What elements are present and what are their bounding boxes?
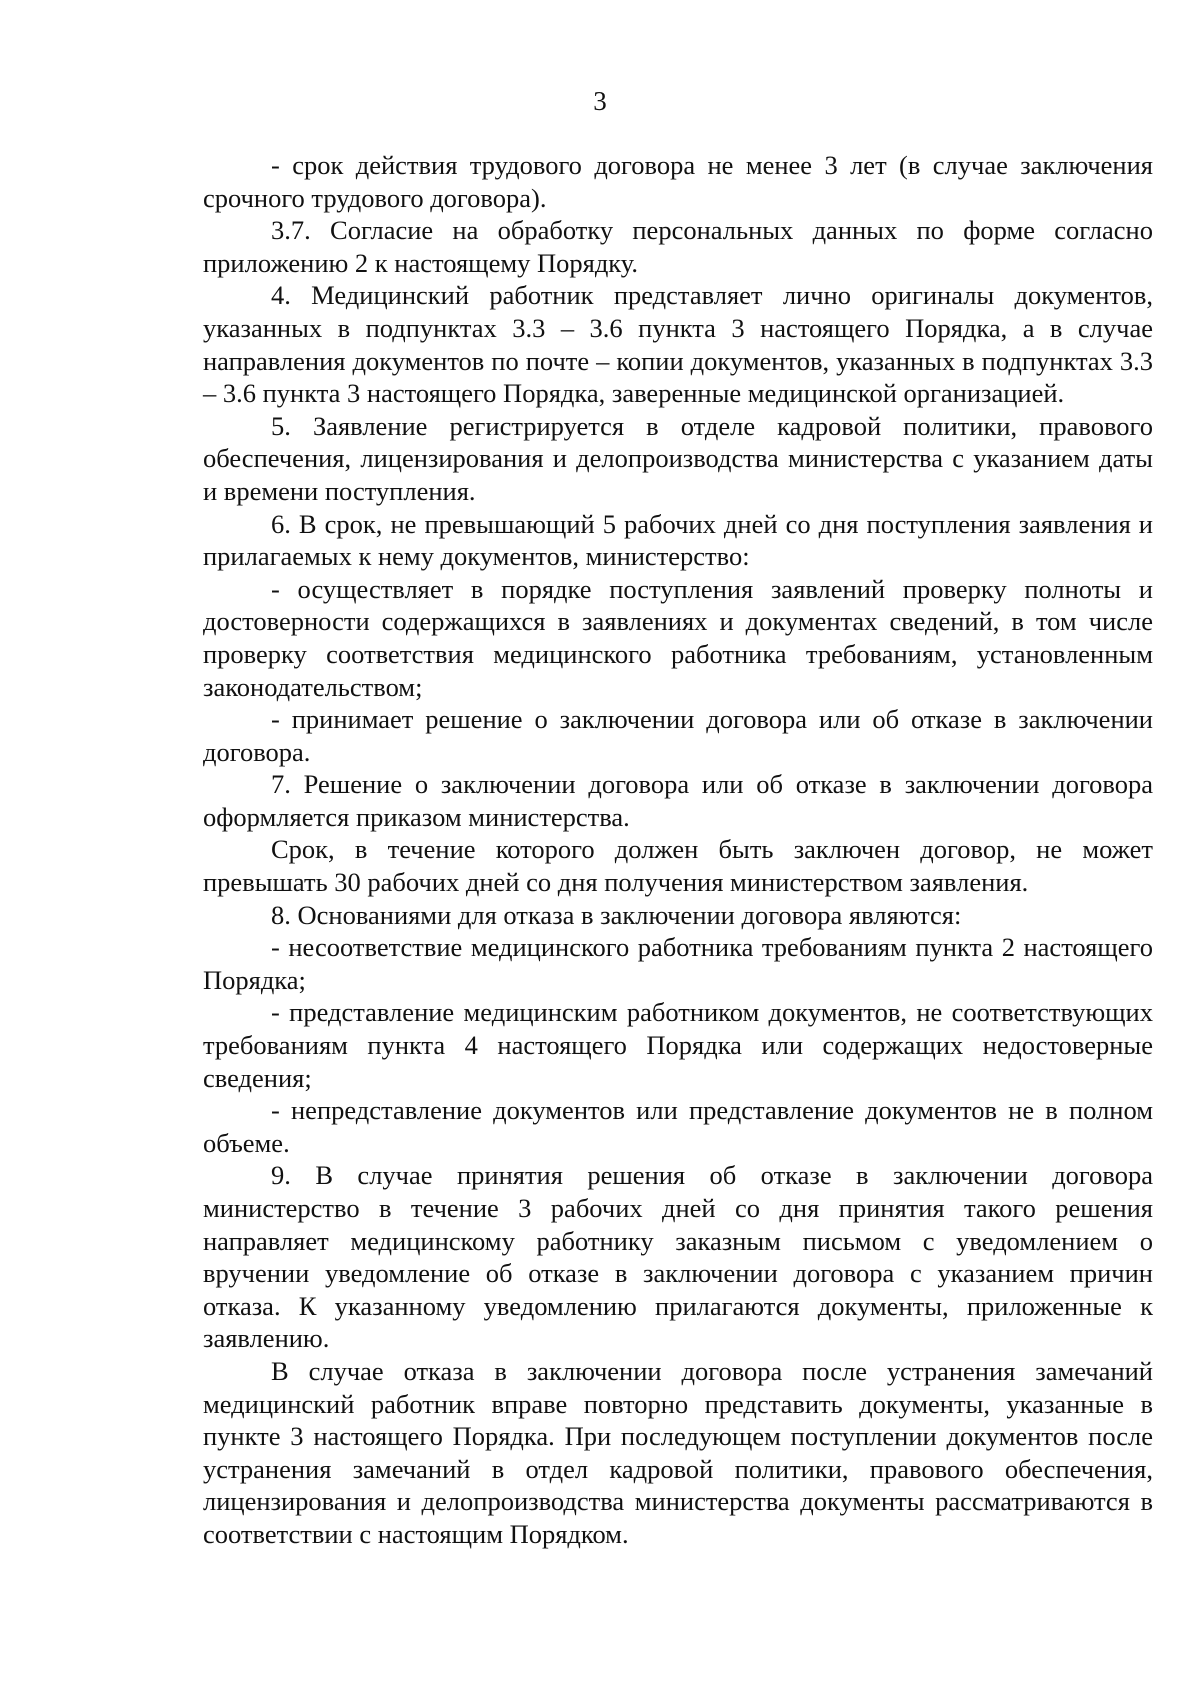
paragraph-8-incomplete-documents: - непредставление документов или представление документов не в полном объеме. bbox=[203, 1095, 1153, 1158]
paragraph-8-grounds: 8. Основаниями для отказа в заключении договора являются: bbox=[271, 899, 962, 930]
paragraph-6-check-completeness: - осуществляет в порядке поступления заявлений проверку полноты и достоверности содержащихся в заявлениях и документах сведений, в том числе проверку соответствия медицинского работника требованиям, установленным законодательством; bbox=[203, 573, 1153, 702]
paragraph-8-invalid-documents: - представление медицинским работником документов, не соответствующих требованиям пункта 4 настоящего Порядка или содержащих недостоверные сведения; bbox=[203, 997, 1153, 1093]
paragraph-7-deadline: Срок, в течение которого должен быть заключен договор, не может превышать 30 рабочих дней со дня получения министерством заявления. bbox=[203, 834, 1153, 898]
paragraph-8-noncompliance: - несоответствие медицинского работника требованиям пункта 2 настоящего Порядка; bbox=[203, 932, 1153, 995]
page-number: 3 bbox=[593, 86, 607, 116]
paragraph-9-resubmission: В случае отказа в заключении договора после устранения замечаний медицинский работник вправе повторно представить документы, указанные в пункте 3 настоящего Порядка. При последующем поступлении документов после устранения замечаний в отдел кадровой политики, правового обеспечения, лицензирования и делопроизводства министерства документы рассматриваются в соответствии с настоящим Порядком. bbox=[203, 1355, 1153, 1549]
paragraph-5-registration: 5. Заявление регистрируется в отделе кадровой политики, правового обеспечения, лицензирования и делопроизводства министерства с указанием даты и времени поступления. bbox=[203, 410, 1153, 506]
paragraph-term-contract: - срок действия трудового договора не менее 3 лет (в случае заключения срочного трудового договора). bbox=[203, 150, 1153, 213]
paragraph-3-7-consent: 3.7. Согласие на обработку персональных данных по форме согласно приложению 2 к настоящему Порядку. bbox=[203, 215, 1153, 278]
document-body bbox=[203, 149, 1153, 1551]
paragraph-4-originals: 4. Медицинский работник представляет лично оригиналы документов, указанных в подпунктах 3.3 – 3.6 пункта 3 настоящего Порядка, а в случае направления документов по почте – копии документов, указанных в подпунктах 3.3 – 3.6 пункта 3 настоящего Порядка, заверенные медицинской организацией. bbox=[203, 280, 1153, 409]
paragraph-7-order: 7. Решение о заключении договора или об отказе в заключении договора оформляется приказом министерства. bbox=[203, 769, 1153, 832]
paragraph-6-decision: - принимает решение о заключении договора или об отказе в заключении договора. bbox=[203, 704, 1153, 767]
paragraph-9-refusal-notice: 9. В случае принятия решения об отказе в заключении договора министерство в течение 3 рабочих дней со дня принятия такого решения направляет медицинскому работнику заказным письмом с уведомлением о вручении уведомление об отказе в заключении договора с указанием причин отказа. К указанному уведомлению прилагаются документы, приложенные к заявлению. bbox=[203, 1160, 1153, 1354]
paragraph-6-review-term: 6. В срок, не превышающий 5 рабочих дней со дня поступления заявления и прилагаемых к нему документов, министерство: bbox=[203, 508, 1153, 572]
